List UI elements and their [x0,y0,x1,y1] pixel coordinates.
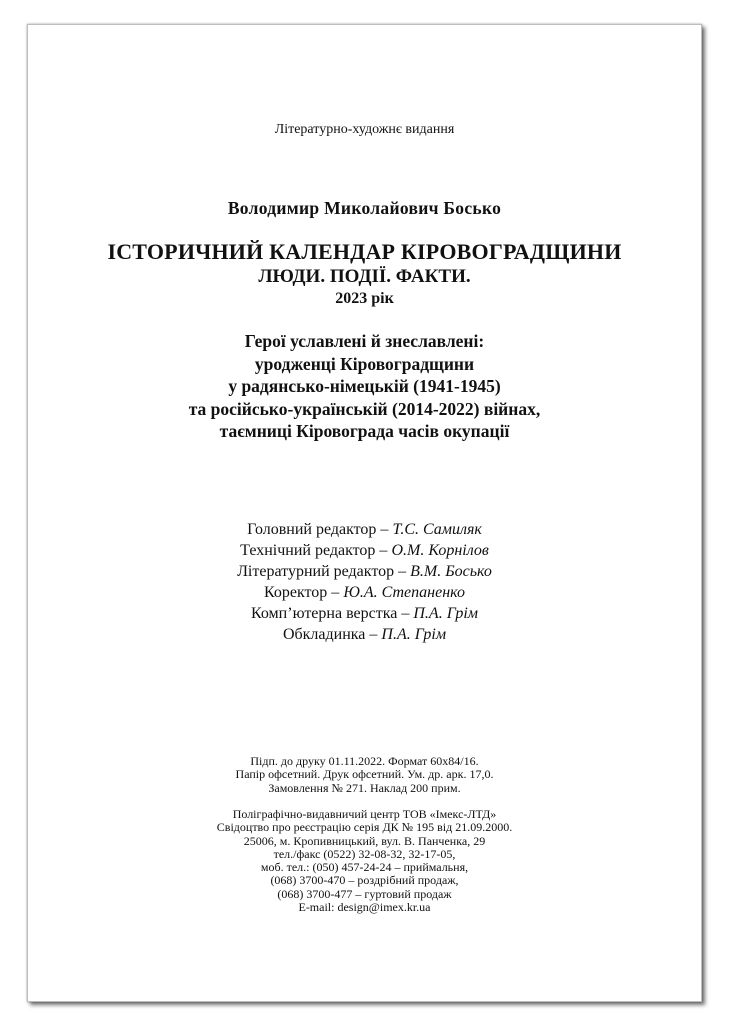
subtitle-line: у радянсько-німецькій (1941-1945) [228,376,501,396]
credit-name: Т.С. Самиляк [392,521,482,538]
book-title-sub: ЛЮДИ. ПОДІЇ. ФАКТИ. [258,266,471,287]
publisher-info [28,808,701,914]
book-subtitle [28,330,701,443]
credit-line [28,624,701,645]
imprint-line: Замовлення № 271. Наклад 200 прим. [268,780,461,795]
publisher-line: моб. тел.: (050) 457-24-24 – приймальня, [260,860,469,875]
credit-line [28,603,701,624]
subtitle-line: уродженці Кіровоградщини [254,353,475,374]
publisher-line: Свідоцтво про реєстрацію серія ДК № 195 від 21.09.2000. [216,820,513,835]
credit-name: О.М. Корнілов [391,542,489,559]
credit-line [28,540,701,561]
subtitle-line: таємниці Кіровограда часів окупації [219,421,510,441]
credit-role: Головний редактор – [247,521,393,538]
imprint-line: Підп. до друку 01.11.2022. Формат 60х84/16. [250,754,479,768]
credit-role: Коректор – [263,584,344,601]
publisher-line: тел./факс (0522) 32-08-32, 32-17-05, [273,846,456,861]
publisher-line: 25006, м. Кропивницький, вул. В. Панченка, 29 [243,833,486,848]
edition-type: Літературно-художнє видання [274,122,455,137]
editorial-credits [28,519,701,645]
credit-name: В.М. Босько [410,563,492,580]
subtitle-line: Герої уславлені й знеславлені: [244,331,485,351]
credit-line [28,519,701,540]
book-title: ІСТОРИЧНИЙ КАЛЕНДАР КІРОВОГРАДЩИНИ [107,239,622,264]
credit-name: П.А. Грім [413,605,478,622]
credit-role: Технічний редактор – [240,542,392,559]
credit-role: Літературний редактор – [237,563,411,580]
publisher-line: (068) 3700-470 – роздрібний продаж, [270,873,459,888]
credit-line [28,561,701,582]
subtitle-line: та російсько-українській (2014-2022) війнах, [188,398,541,419]
publisher-email: E-mail: design@imex.kr.ua [298,900,431,915]
book-title-year: 2023 рік [335,290,394,307]
publisher-line: Поліграфічно-видавничий центр ТОВ «Імекс-ЛТД» [232,807,497,821]
publisher-line: (068) 3700-477 – гуртовий продаж [277,886,452,901]
author-name: Володимир Миколайович Босько [227,198,502,218]
imprint-line: Папір офсетний. Друк офсетний. Ум. др. арк. 17,0. [235,767,494,782]
book-page [27,24,702,1002]
print-imprint [28,755,701,795]
credit-name: П.А. Грім [381,626,447,643]
credit-role: Комп’ютерна верстка – [250,605,414,622]
credit-line [28,582,701,603]
credit-name: Ю.А. Степаненко [343,584,466,601]
credit-role: Обкладинка – [282,626,382,643]
